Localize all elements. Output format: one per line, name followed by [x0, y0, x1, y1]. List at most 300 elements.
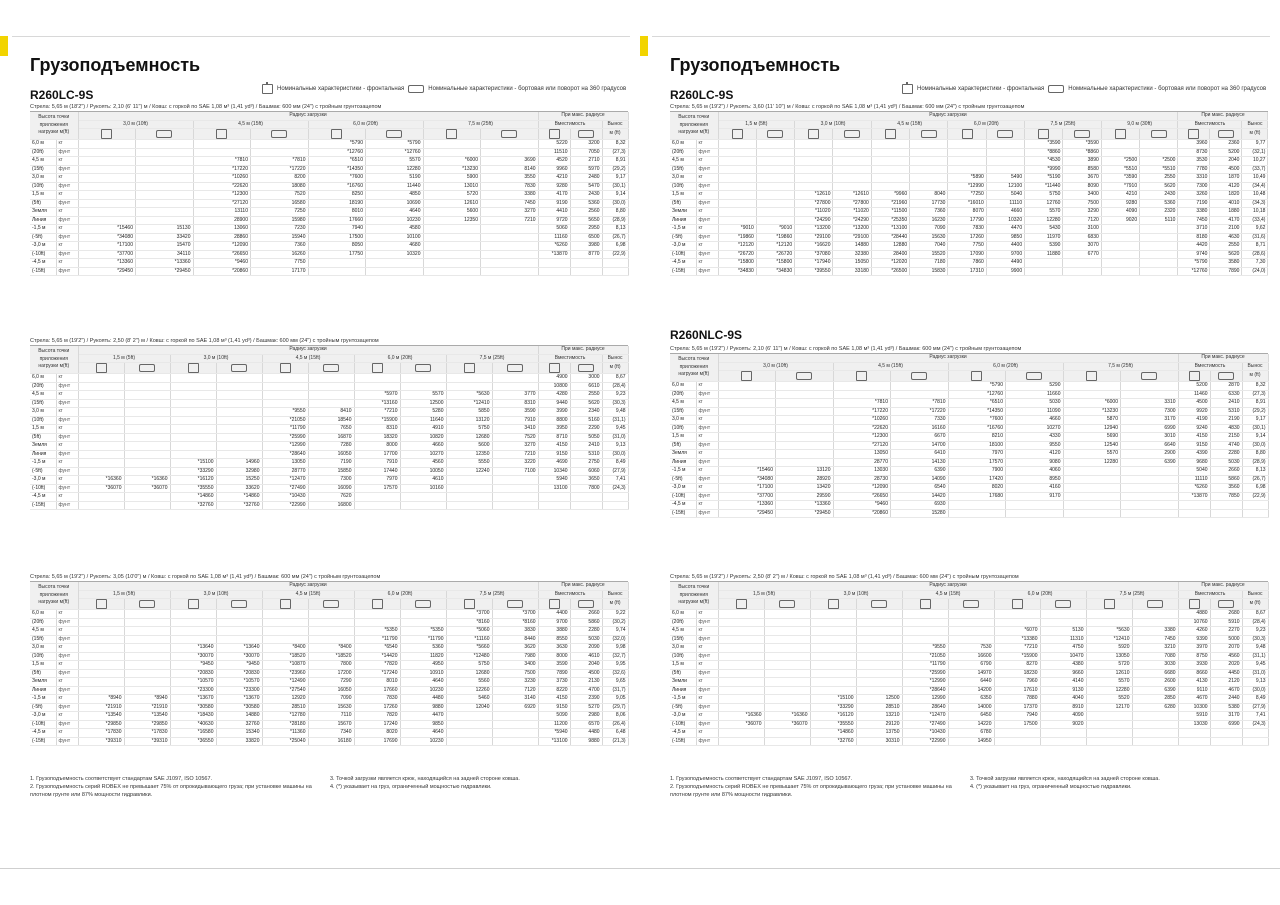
- table-cell: 10,27: [1242, 157, 1268, 166]
- table-cell: 5570: [1086, 678, 1132, 687]
- front-rating-icon: [1115, 129, 1126, 139]
- table-cell: 9150: [1178, 441, 1210, 450]
- table-cell: *36070: [764, 720, 810, 729]
- table-cell: 4610: [400, 476, 446, 485]
- table-cell: 5970: [570, 165, 602, 174]
- table-cell: [308, 627, 354, 636]
- table-cell: *29850: [78, 720, 124, 729]
- table-cell: [756, 182, 794, 191]
- table-cell: (30,1): [602, 182, 628, 191]
- footnote: 1. Грузоподъемность соответствует стандартам SAE J1097, ISO 10567.: [30, 776, 213, 782]
- row-height-label: (-5ft): [30, 233, 56, 242]
- table-cell: 14700: [891, 441, 949, 450]
- table-cell: [193, 140, 251, 149]
- table-cell: 12680: [446, 669, 492, 678]
- table-row: [30, 165, 628, 174]
- table-row: [30, 382, 628, 391]
- front-rating-cell: [262, 599, 308, 610]
- front-rating-icon: [549, 599, 560, 609]
- table-cell: 13050: [262, 459, 308, 468]
- table-cell: 10760: [1178, 618, 1210, 627]
- table-cell: *5630: [1086, 627, 1132, 636]
- table-cell: 5570: [1025, 208, 1063, 217]
- table-cell: [833, 382, 891, 391]
- table-cell: [1121, 484, 1179, 493]
- table-cell: [1040, 737, 1086, 746]
- table-row: [30, 267, 628, 276]
- table-cell: 16050: [308, 450, 354, 459]
- table-cell: [446, 382, 492, 391]
- table-cell: 9,17: [1242, 416, 1268, 425]
- table-cell: 9080: [1006, 458, 1064, 467]
- row-height-label: (5ft): [30, 199, 56, 208]
- table-cell: [776, 407, 834, 416]
- table-cell: (31,6): [1242, 233, 1268, 242]
- front-rating-cell: [833, 371, 891, 382]
- table-cell: 14090: [891, 475, 949, 484]
- table-row: [670, 407, 1268, 416]
- table-cell: *13230: [423, 165, 481, 174]
- table-cell: 3170: [1121, 416, 1179, 425]
- table-cell: 4750: [1040, 644, 1086, 653]
- table-cell: [124, 425, 170, 434]
- table-cell: 16870: [308, 433, 354, 442]
- table-cell: 8020: [354, 729, 400, 738]
- table-cell: 5280: [400, 408, 446, 417]
- table-cell: 12100: [986, 182, 1024, 191]
- table-cell: [1063, 267, 1101, 276]
- table-cell: [1140, 225, 1178, 234]
- table-cell: [718, 661, 764, 670]
- row-unit: фунт: [696, 458, 718, 467]
- table-cell: *6000: [423, 157, 481, 166]
- front-rating-cell: [354, 363, 400, 374]
- table-cell: 28900: [193, 216, 251, 225]
- table-cell: 17730: [910, 199, 948, 208]
- table-cell: *19860: [756, 233, 794, 242]
- table-cell: *12020: [871, 259, 909, 268]
- table-cell: 2410: [1210, 399, 1242, 408]
- table-cell: *26500: [871, 267, 909, 276]
- front-rating-icon: [188, 599, 199, 609]
- table-cell: 28510: [262, 703, 308, 712]
- table-cell: 12280: [366, 165, 424, 174]
- table-cell: [718, 174, 756, 183]
- row-height-label: (10ft): [30, 416, 56, 425]
- table-cell: 5850: [446, 408, 492, 417]
- table-cell: *12300: [833, 433, 891, 442]
- table-cell: 5550: [446, 459, 492, 468]
- table-cell: 17500: [994, 720, 1040, 729]
- table-cell: [764, 627, 810, 636]
- table-cell: 5720: [423, 191, 481, 200]
- table-cell: *4530: [1025, 157, 1063, 166]
- table-cell: *5190: [1025, 174, 1063, 183]
- row-unit: кг: [56, 242, 78, 251]
- table-cell: 7,41: [1242, 712, 1268, 721]
- table-cell: [948, 140, 986, 149]
- row-unit: фунт: [56, 652, 78, 661]
- table-row: [30, 686, 628, 695]
- table-cell: 18190: [308, 199, 366, 208]
- table-cell: 5130: [1040, 627, 1086, 636]
- table-cell: [718, 678, 764, 687]
- table-cell: 16600: [948, 652, 994, 661]
- table-cell: [262, 399, 308, 408]
- table-cell: [124, 652, 170, 661]
- page-title: Грузоподъемность: [30, 55, 201, 75]
- front-rating-cell: [994, 599, 1040, 610]
- row-unit: фунт: [696, 635, 718, 644]
- row-unit: фунт: [56, 165, 78, 174]
- table-cell: *7810: [833, 399, 891, 408]
- table-cell: 8,49: [602, 459, 628, 468]
- table-cell: 17660: [354, 686, 400, 695]
- front-rating-cell: [538, 129, 570, 140]
- table-cell: 14960: [216, 459, 262, 468]
- table-cell: [492, 382, 538, 391]
- table-cell: 3270: [492, 442, 538, 451]
- table-cell: 5910: [1210, 618, 1242, 627]
- front-rating-icon: [1189, 371, 1200, 381]
- table-cell: 7280: [308, 442, 354, 451]
- table-cell: 16230: [910, 216, 948, 225]
- table-cell: [78, 216, 136, 225]
- table-cell: [1040, 729, 1086, 738]
- table-cell: 5560: [446, 678, 492, 687]
- table-cell: [1140, 250, 1178, 259]
- row-unit: фунт: [56, 267, 78, 276]
- table-cell: 14970: [948, 669, 994, 678]
- table-cell: 10100: [366, 233, 424, 242]
- table-cell: 9130: [1040, 686, 1086, 695]
- table-row: [30, 610, 628, 619]
- table-cell: *16010: [948, 199, 986, 208]
- radius-col-header: 4,5 м (15ft): [902, 590, 994, 599]
- side-rating-cell: [481, 129, 539, 140]
- table-cell: (29,7): [602, 703, 628, 712]
- table-cell: *29450: [776, 509, 834, 518]
- table-cell: 8,13: [602, 225, 628, 234]
- row-unit: фунт: [56, 233, 78, 242]
- table-cell: (30,0): [602, 450, 628, 459]
- table-cell: 10910: [400, 669, 446, 678]
- row-unit: кг: [696, 695, 718, 704]
- footnote: 2. Грузоподъемность серий ROBEX не превышает 75% от опрокидывающего груза; при установке машины на плотном грунте или 87% мощности гидравлики.: [30, 784, 312, 798]
- table-cell: 15980: [251, 216, 309, 225]
- front-rating-cell: [1086, 599, 1132, 610]
- table-cell: [570, 501, 602, 510]
- row-unit: фунт: [56, 399, 78, 408]
- table-cell: *22990: [902, 737, 948, 746]
- row-unit: фунт: [56, 416, 78, 425]
- row-unit: кг: [56, 610, 78, 619]
- table-cell: *21910: [78, 703, 124, 712]
- side-rating-cell: [492, 363, 538, 374]
- table-cell: *21050: [262, 416, 308, 425]
- front-rating-icon: [331, 129, 342, 139]
- table-cell: [718, 399, 776, 408]
- table-row: [670, 729, 1268, 738]
- table-row: [670, 458, 1268, 467]
- side-rating-icon: [578, 130, 594, 138]
- table-cell: 6670: [891, 433, 949, 442]
- table-cell: *27800: [833, 199, 871, 208]
- table-cell: 8,80: [602, 208, 628, 217]
- table-cell: [1242, 737, 1268, 746]
- row-height-label: (-15ft): [670, 509, 696, 518]
- capacity-header: Вместимость: [538, 354, 602, 363]
- table-cell: (24,3): [1242, 720, 1268, 729]
- radius-col-header: 4,5 м (15ft): [833, 362, 948, 371]
- table-cell: 18080: [251, 182, 309, 191]
- row-unit: фунт: [696, 390, 718, 399]
- table-cell: *29450: [136, 267, 194, 276]
- table-row: [670, 610, 1268, 619]
- table-cell: [78, 182, 136, 191]
- table-cell: [856, 652, 902, 661]
- table-cell: 2870: [1210, 382, 1242, 391]
- table-cell: [764, 669, 810, 678]
- table-cell: *14350: [308, 165, 366, 174]
- table-cell: [891, 382, 949, 391]
- row-height-label: (-10ft): [670, 250, 696, 259]
- side-rating-icon: [139, 600, 155, 608]
- table-cell: 8220: [538, 686, 570, 695]
- table-cell: 18100: [948, 441, 1006, 450]
- row-height-label: 6,0 м: [30, 140, 56, 149]
- front-rating-cell: [170, 363, 216, 374]
- table-cell: [602, 501, 628, 510]
- table-cell: 13750: [856, 729, 902, 738]
- table-cell: 5860: [570, 618, 602, 627]
- table-cell: 4470: [400, 712, 446, 721]
- hook-height-header: Высота точки приложения нагрузки м(ft): [30, 346, 78, 374]
- table-cell: 4060: [1006, 467, 1064, 476]
- row-unit: фунт: [56, 250, 78, 259]
- table-cell: 7910: [354, 459, 400, 468]
- table-cell: 6280: [1132, 703, 1178, 712]
- row-unit: фунт: [696, 703, 718, 712]
- table-cell: [136, 199, 194, 208]
- table-cell: 10470: [1040, 652, 1086, 661]
- front-rating-icon: [464, 599, 475, 609]
- table-cell: 5040: [1178, 467, 1210, 476]
- header-row: [30, 354, 628, 363]
- row-height-label: (20ft): [670, 148, 696, 157]
- table-cell: [1132, 729, 1178, 738]
- table-cell: *9960: [871, 191, 909, 200]
- radius-header: Радиус загрузки: [78, 346, 538, 354]
- radius-col-header: 7,5 м (25ft): [446, 590, 538, 599]
- table-row: [670, 467, 1268, 476]
- radius-header: Радиус загрузки: [78, 112, 538, 120]
- table-cell: [481, 225, 539, 234]
- table-cell: 16180: [308, 737, 354, 746]
- table-cell: 17680: [948, 492, 1006, 501]
- capacity-block: [30, 337, 628, 510]
- table-cell: *12490: [262, 678, 308, 687]
- table-cell: [871, 157, 909, 166]
- table-cell: 5040: [986, 191, 1024, 200]
- table-cell: [902, 627, 948, 636]
- table-cell: 8050: [308, 242, 366, 251]
- side-rating-cell: [570, 599, 602, 610]
- table-cell: [262, 374, 308, 383]
- table-cell: *11020: [795, 208, 833, 217]
- table-row: [670, 140, 1268, 149]
- table-cell: 11160: [538, 233, 570, 242]
- table-cell: 30310: [856, 737, 902, 746]
- table-cell: *34830: [718, 267, 756, 276]
- table-cell: *20860: [833, 509, 891, 518]
- table-cell: 4260: [1178, 627, 1210, 636]
- hook-height-header: Высота точки приложения нагрузки м(ft): [670, 354, 718, 382]
- table-cell: 9550: [1006, 441, 1064, 450]
- row-unit: фунт: [56, 182, 78, 191]
- row-height-label: Линия: [30, 450, 56, 459]
- table-cell: *29100: [795, 233, 833, 242]
- table-cell: 3010: [1121, 433, 1179, 442]
- table-cell: [1178, 501, 1210, 510]
- row-height-label: (15ft): [670, 635, 696, 644]
- table-cell: (30,0): [1242, 686, 1268, 695]
- table-cell: 2150: [1210, 433, 1242, 442]
- table-cell: [810, 652, 856, 661]
- table-row: [30, 627, 628, 636]
- table-cell: [136, 140, 194, 149]
- table-cell: 15470: [136, 242, 194, 251]
- table-cell: [262, 618, 308, 627]
- table-cell: [570, 493, 602, 502]
- table-cell: 2280: [570, 627, 602, 636]
- table-cell: [833, 140, 871, 149]
- table-cell: [764, 678, 810, 687]
- table-cell: *14860: [810, 729, 856, 738]
- table-cell: 16050: [308, 686, 354, 695]
- table-cell: *9550: [902, 644, 948, 653]
- table-cell: [400, 382, 446, 391]
- table-cell: [124, 433, 170, 442]
- table-cell: *28640: [262, 450, 308, 459]
- table-cell: [986, 148, 1024, 157]
- table-cell: [856, 686, 902, 695]
- table-row: [670, 267, 1268, 276]
- table-cell: 5290: [1006, 382, 1064, 391]
- table-cell: 4170: [1210, 216, 1242, 225]
- side-rating-icon: [501, 130, 517, 138]
- table-cell: [124, 644, 170, 653]
- table-row: [30, 208, 628, 217]
- table-cell: 7450: [1178, 216, 1210, 225]
- table-cell: 2710: [570, 157, 602, 166]
- table-cell: 34110: [136, 250, 194, 259]
- table-cell: 6330: [1210, 390, 1242, 399]
- table-cell: 6990: [1121, 424, 1179, 433]
- side-rating-cell: [833, 129, 871, 140]
- table-cell: 7250: [251, 208, 309, 217]
- table-row: [30, 695, 628, 704]
- table-cell: 15940: [251, 233, 309, 242]
- table-cell: *12610: [795, 191, 833, 200]
- table-cell: [446, 737, 492, 746]
- table-row: [670, 661, 1268, 670]
- table-cell: (24,3): [602, 484, 628, 493]
- table-cell: (29,2): [1242, 407, 1268, 416]
- side-rating-cell: [1210, 129, 1242, 140]
- table-cell: *9010: [756, 225, 794, 234]
- hook-height-header: Высота точки приложения нагрузки м(ft): [670, 582, 718, 610]
- row-unit: фунт: [56, 501, 78, 510]
- table-cell: 4090: [1101, 208, 1139, 217]
- table-cell: 6,98: [1242, 484, 1268, 493]
- max-reach-header: При макс. радиусе: [538, 582, 628, 590]
- table-cell: [400, 610, 446, 619]
- table-cell: [492, 476, 538, 485]
- row-height-label: Земли: [670, 208, 696, 217]
- capacity-header: Вместимость: [538, 120, 602, 129]
- front-rating-icon: [902, 84, 913, 94]
- table-cell: 17260: [948, 233, 986, 242]
- table-cell: [602, 259, 628, 268]
- side-rating-icon: [1141, 372, 1157, 380]
- table-cell: [308, 267, 366, 276]
- table-cell: 17700: [354, 450, 400, 459]
- table-cell: 6570: [570, 720, 602, 729]
- table-cell: [756, 174, 794, 183]
- table-cell: 11440: [366, 182, 424, 191]
- table-row: [30, 729, 628, 738]
- table-cell: [718, 737, 764, 746]
- table-cell: 4900: [538, 374, 570, 383]
- table-cell: [1210, 509, 1242, 518]
- table-cell: *13200: [833, 225, 871, 234]
- row-height-label: -1,5 м: [30, 695, 56, 704]
- table-row: [670, 712, 1268, 721]
- table-row: [30, 501, 628, 510]
- row-height-label: -1,5 м: [670, 225, 696, 234]
- table-cell: [764, 618, 810, 627]
- table-cell: *15460: [78, 225, 136, 234]
- table-cell: [1063, 509, 1121, 518]
- table-cell: [764, 644, 810, 653]
- table-cell: 12350: [446, 450, 492, 459]
- table-cell: [446, 720, 492, 729]
- front-rating-icon: [549, 129, 560, 139]
- table-cell: [124, 416, 170, 425]
- table-cell: [1178, 509, 1210, 518]
- table-cell: (27,3): [602, 148, 628, 157]
- table-cell: 7450: [1132, 635, 1178, 644]
- table-cell: [833, 174, 871, 183]
- table-cell: 9,13: [1242, 678, 1268, 687]
- table-cell: [871, 165, 909, 174]
- table-cell: 2390: [570, 695, 602, 704]
- table-cell: [776, 458, 834, 467]
- radius-col-header: 3,0 м (10ft): [795, 120, 872, 129]
- table-row: [670, 390, 1268, 399]
- table-cell: [718, 382, 776, 391]
- table-cell: *37080: [795, 250, 833, 259]
- accent-tab: [640, 36, 648, 56]
- table-cell: 6780: [948, 729, 994, 738]
- table-cell: [910, 148, 948, 157]
- table-cell: 17660: [308, 216, 366, 225]
- capacity-header: Вместимость: [538, 590, 602, 599]
- table-cell: 9,14: [602, 191, 628, 200]
- table-cell: [78, 627, 124, 636]
- table-cell: [776, 433, 834, 442]
